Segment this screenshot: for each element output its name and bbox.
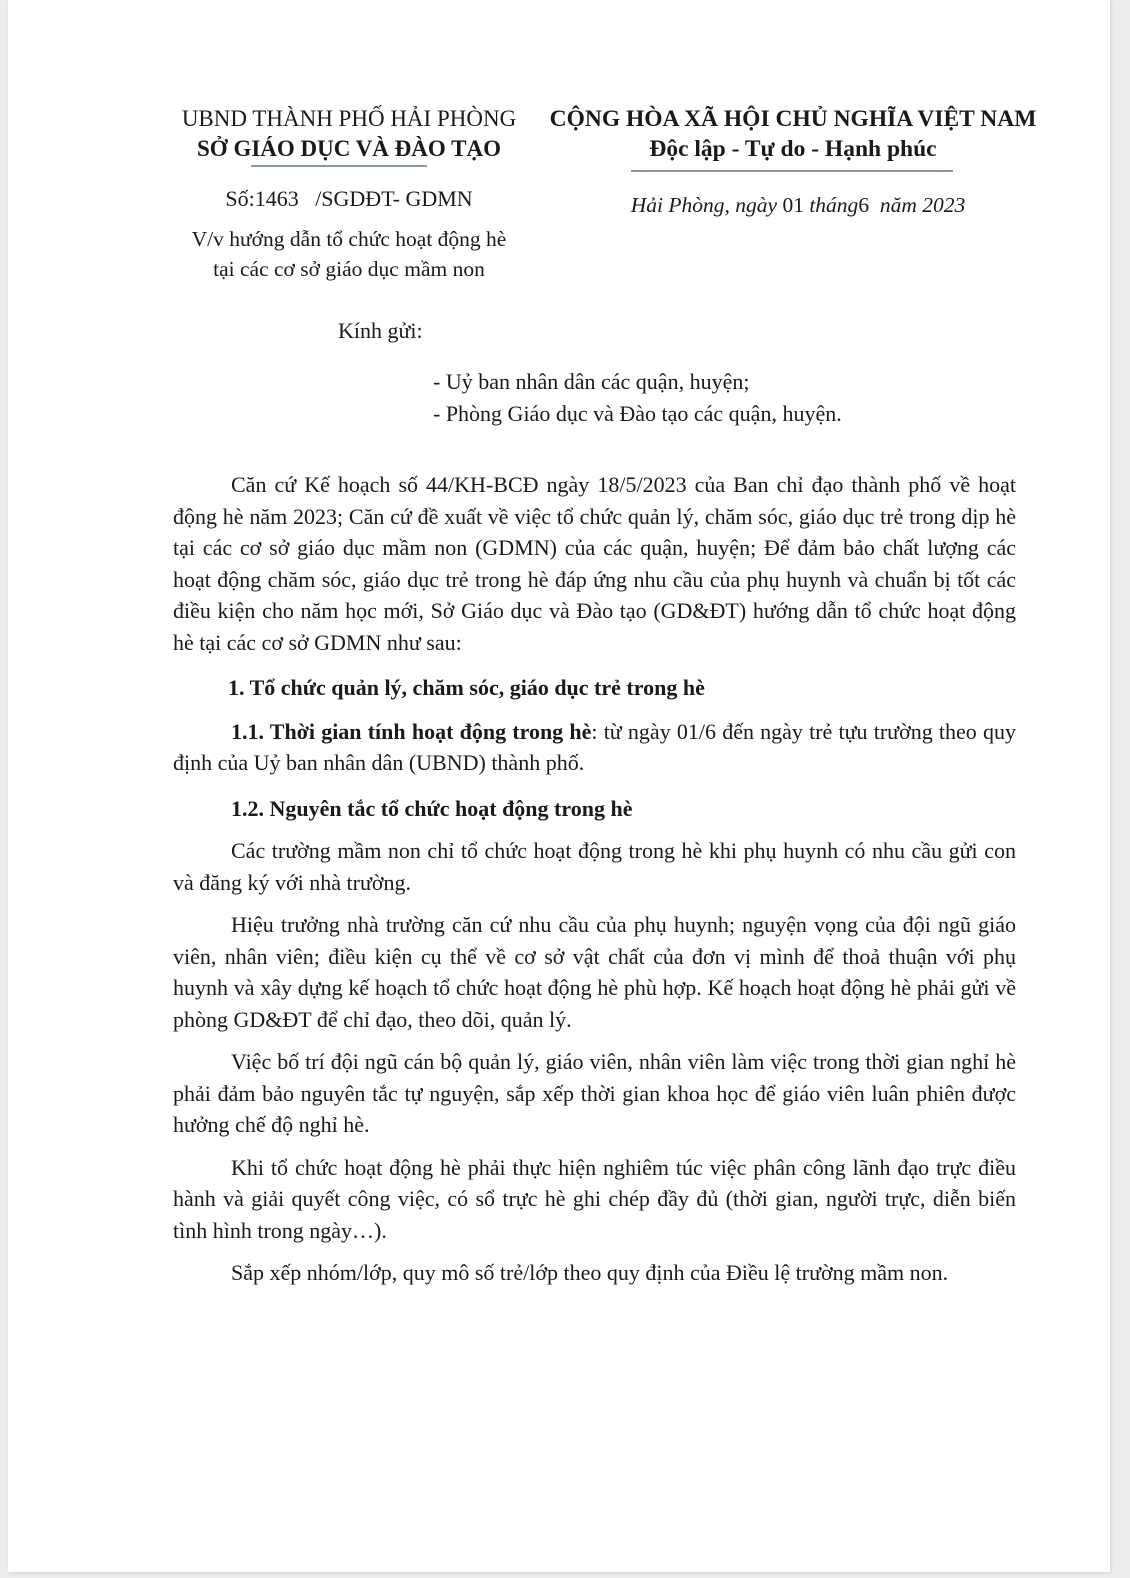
- department-underline: [251, 165, 427, 167]
- motto-underline: [631, 170, 953, 172]
- doc-number-value: 1463: [254, 186, 299, 211]
- document-body: [173, 469, 1016, 1289]
- salutation: Kính gửi:: [338, 318, 423, 343]
- doc-number-label: Số:: [225, 186, 255, 211]
- national-motto: Độc lập - Tự do - Hạnh phúc: [649, 136, 937, 162]
- date-month: 6: [858, 193, 870, 217]
- nation-name: CỘNG HÒA XÃ HỘI CHỦ NGHĨA VIỆT NAM: [549, 106, 1037, 132]
- section-1-2-heading: 1.2. Nguyên tắc tổ chức hoạt động trong hè: [231, 795, 633, 821]
- subject-line-2: tại các cơ sở giáo dục mầm non: [213, 257, 485, 281]
- document-number: [168, 184, 530, 214]
- section-1-heading: 1. Tổ chức quản lý, chăm sóc, giáo dục trẻ trong hè: [228, 675, 705, 700]
- intro-paragraph: Căn cứ Kế hoạch số 44/KH-BCĐ ngày 18/5/2023 của Ban chỉ đạo thành phố về hoạt động hè năm 2023; Căn cứ đề xuất về việc tổ chức quản lý, chăm sóc, giáo dục trẻ trong dịp hè tại các cơ sở giáo dục mầm non (GDMN) của các quận, huyện; Để đảm bảo chất lượng các hoạt động chăm sóc, giáo dục trẻ trong hè đáp ứng nhu cầu của phụ huynh và chuẩn bị tốt các điều kiện cho năm học mới, Sở Giáo dục và Đào tạo (GD&ĐT) hướng dẫn tổ chức hoạt động hè tại các cơ sở GDMN như sau:: [173, 472, 1016, 655]
- body-paragraph: Hiệu trưởng nhà trường căn cứ nhu cầu của phụ huynh; nguyện vọng của đội ngũ giáo viên, nhân viên; điều kiện cụ thể về cơ sở vật chất của đơn vị mình để thoả thuận với phụ huynh và xây dựng kế hoạch tổ chức hoạt động hè phù hợp. Kế hoạch hoạt động hè phải gửi về phòng GD&ĐT để chỉ đạo, theo dõi, quản lý.: [173, 912, 1016, 1032]
- doc-code: /SGDĐT- GDMN: [315, 186, 473, 211]
- place-and-date: [568, 190, 1028, 220]
- date-place: Hải Phòng, ngày: [630, 193, 778, 217]
- national-header-block: [538, 104, 1048, 164]
- department-name: SỞ GIÁO DỤC VÀ ĐÀO TẠO: [197, 136, 501, 161]
- document-page: [8, 0, 1110, 1572]
- body-paragraph: Việc bố trí đội ngũ cán bộ quản lý, giáo viên, nhân viên làm việc trong thời gian nghỉ hè phải đảm bảo nguyên tắc tự nguyện, sắp xếp thời gian khoa học để giáo viên luân phiên được hưởng chế độ nghỉ hè.: [173, 1049, 1016, 1137]
- body-paragraph: Các trường mầm non chỉ tổ chức hoạt động trong hè khi phụ huynh có nhu cầu gửi con và đăng ký với nhà trường.: [173, 838, 1016, 895]
- section-1-1: [173, 716, 1016, 779]
- date-day: 01: [782, 193, 804, 217]
- body-paragraph: Khi tổ chức hoạt động hè phải thực hiện nghiêm túc việc phân công lãnh đạo trực điều hành và giải quyết công việc, có sổ trực hè ghi chép đầy đủ (thời gian, người trực, diễn biến tình hình trong ngày…).: [173, 1154, 1016, 1243]
- date-month-label: tháng: [809, 193, 859, 217]
- section-1-1-heading: 1.1. Thời gian tính hoạt động trong hè: [231, 718, 592, 744]
- document-subject: [168, 224, 530, 284]
- body-paragraph: Sắp xếp nhóm/lớp, quy mô số trẻ/lớp theo quy định của Điều lệ trường mầm non.: [231, 1260, 949, 1285]
- date-year: năm 2023: [879, 193, 966, 217]
- authority-name: UBND THÀNH PHỐ HẢI PHÒNG: [181, 106, 517, 131]
- subject-line-1: V/v hướng dẫn tổ chức hoạt động hè: [191, 227, 507, 251]
- issuing-authority-block: [168, 104, 530, 164]
- recipient-item: - Phòng Giáo dục và Đào tạo các quận, huyện.: [433, 401, 842, 426]
- recipient-list: [433, 366, 842, 430]
- section-1-1-text: : từ ngày 01/6 đến ngày trẻ tựu trường theo quy định của Uỷ ban nhân dân (UBND) thành phố.: [173, 718, 1016, 775]
- recipient-item: - Uỷ ban nhân dân các quận, huyện;: [433, 369, 750, 394]
